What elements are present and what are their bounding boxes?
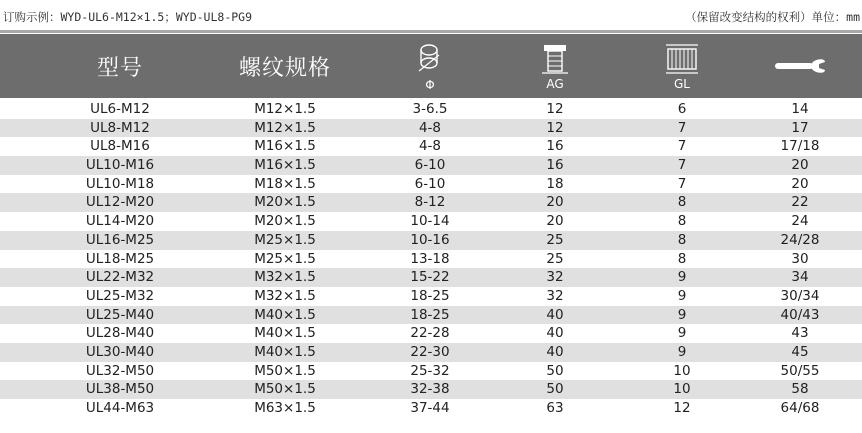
header-wrench [750,34,850,98]
cell-phi: 3-6.5 [412,101,448,117]
table-row [0,268,862,287]
thread-length-icon [662,42,702,76]
nut-height-icon [540,42,570,76]
cell-wrench-size: 43 [791,325,809,342]
table-header [0,34,862,98]
cell-thread: M18×1.5 [254,175,316,192]
cell-model: UL10-M16 [85,157,155,174]
cell-thread: M32×1.5 [254,269,316,286]
cell-model: UL30-M40 [85,343,155,360]
cell-ag: 12 [546,101,564,117]
cell-model: UL22-M32 [85,269,155,286]
cell-wrench-size: 34 [791,269,809,286]
cell-thread: M16×1.5 [254,157,316,174]
header-phi [375,34,485,98]
cell-thread: M40×1.5 [254,325,316,342]
cell-ag: 50 [546,362,564,379]
header-top-bar [0,30,862,33]
order-example-note: 订购示例：WYD-UL6-M12×1.5；WYD-UL8-PG9 [3,10,253,24]
header-gl-label: GL [674,76,690,91]
cell-ag: 20 [546,194,564,211]
cell-ag: 20 [546,213,564,230]
table-row [0,137,862,156]
cell-wrench-size: 14 [791,101,809,117]
cell-ag: 32 [546,269,564,286]
cell-gl: 6 [677,101,687,117]
cell-gl: 9 [677,325,687,342]
cell-phi: 22-30 [410,343,450,360]
cell-gl: 9 [677,343,687,360]
cell-model: UL18-M25 [85,250,155,267]
cell-thread: M20×1.5 [254,194,316,211]
cell-wrench-size: 17 [791,119,809,136]
header-model [60,34,180,98]
cell-gl: 8 [677,194,687,211]
cell-ag: 18 [546,175,564,192]
cell-phi: 25-32 [410,362,450,379]
cell-gl: 9 [677,269,687,286]
cell-wrench-size: 30/34 [780,287,820,304]
cell-wrench-size: 30 [791,250,809,267]
cell-model: UL8-M16 [90,138,150,155]
table-row [0,119,862,138]
table-row [0,156,862,175]
cell-phi: 10-16 [410,231,450,248]
cell-phi: 4-8 [418,138,442,155]
table-row [0,399,862,418]
cell-ag: 40 [546,343,564,360]
table-row [0,250,862,269]
cell-gl: 7 [677,119,687,136]
cell-model: UL28-M40 [85,325,155,342]
cell-model: UL25-M32 [85,287,155,304]
wrench-icon [773,56,827,76]
cell-ag: 40 [546,325,564,342]
cell-thread: M32×1.5 [254,287,316,304]
header-phi-label: Φ [425,77,435,92]
cell-wrench-size: 24 [791,213,809,230]
cell-phi: 6-10 [414,175,446,192]
cell-gl: 7 [677,138,687,155]
cell-model: UL12-M20 [85,194,155,211]
cell-wrench-size: 22 [791,194,809,211]
cell-phi: 8-12 [414,194,446,211]
table-row [0,380,862,399]
header-ag [505,34,605,98]
table-row [0,231,862,250]
cell-gl: 10 [673,381,691,398]
cable-diameter-icon [415,41,445,77]
cell-thread: M40×1.5 [254,306,316,323]
cell-ag: 63 [546,400,564,416]
table-row [0,287,862,306]
header-thread [225,34,345,98]
cell-thread: M25×1.5 [254,231,316,248]
table-row [0,362,862,381]
table-row [0,343,862,362]
cell-phi: 4-8 [418,119,442,136]
cell-model: UL10-M18 [85,175,155,192]
cell-wrench-size: 20 [791,175,809,192]
table-row [0,193,862,212]
cell-thread: M12×1.5 [254,119,316,136]
cell-gl: 8 [677,213,687,230]
table-row [0,175,862,194]
cell-wrench-size: 40/43 [780,306,820,323]
cell-ag: 25 [546,250,564,267]
cell-phi: 18-25 [410,306,450,323]
cell-model: UL38-M50 [85,381,155,398]
cell-gl: 7 [677,175,687,192]
cell-thread: M50×1.5 [254,381,316,398]
spec-table-body [0,100,862,418]
cell-wrench-size: 50/55 [780,362,820,379]
cell-phi: 32-38 [410,381,450,398]
top-info-line [0,5,862,27]
cell-wrench-size: 58 [791,381,809,398]
cell-wrench-size: 20 [791,157,809,174]
cell-phi: 18-25 [410,287,450,304]
cell-wrench-size: 45 [791,343,809,360]
cell-thread: M50×1.5 [254,362,316,379]
cell-model: UL44-M63 [85,400,155,416]
cell-model: UL14-M20 [85,213,155,230]
cell-thread: M20×1.5 [254,213,316,230]
cell-phi: 10-14 [410,213,450,230]
cell-phi: 22-28 [410,325,450,342]
cell-gl: 9 [677,287,687,304]
cell-wrench-size: 17/18 [780,138,820,155]
cell-thread: M40×1.5 [254,343,316,360]
cell-ag: 32 [546,287,564,304]
cell-thread: M12×1.5 [254,101,316,117]
cell-phi: 15-22 [410,269,450,286]
cell-ag: 25 [546,231,564,248]
header-ag-label: AG [546,76,564,91]
cell-ag: 16 [546,138,564,155]
cell-phi: 6-10 [414,157,446,174]
cell-ag: 16 [546,157,564,174]
cell-phi: 13-18 [410,250,450,267]
cell-gl: 7 [677,157,687,174]
cell-model: UL32-M50 [85,362,155,379]
cell-wrench-size: 64/68 [780,400,820,416]
cell-ag: 12 [546,119,564,136]
cell-thread: M25×1.5 [254,250,316,267]
cell-model: UL6-M12 [90,101,150,117]
cell-model: UL25-M40 [85,306,155,323]
cell-ag: 50 [546,381,564,398]
cell-thread: M63×1.5 [254,400,316,416]
header-gl [632,34,732,98]
cell-model: UL8-M12 [90,119,150,136]
header-thread-label: 螺纹规格 [238,55,331,81]
cell-gl: 8 [677,250,687,267]
cell-wrench-size: 24/28 [780,231,820,248]
table-row [0,306,862,325]
cell-phi: 37-44 [410,400,450,416]
cell-gl: 12 [673,400,691,416]
header-model-label: 型号 [96,55,143,81]
rights-unit-note: （保留改变结构的权利）单位：mm [685,10,860,24]
table-row [0,212,862,231]
cell-model: UL16-M25 [85,231,155,248]
cell-gl: 9 [677,306,687,323]
cell-ag: 40 [546,306,564,323]
cell-thread: M16×1.5 [254,138,316,155]
cell-gl: 10 [673,362,691,379]
cell-gl: 8 [677,231,687,248]
table-row [0,324,862,343]
table-row [0,100,862,119]
